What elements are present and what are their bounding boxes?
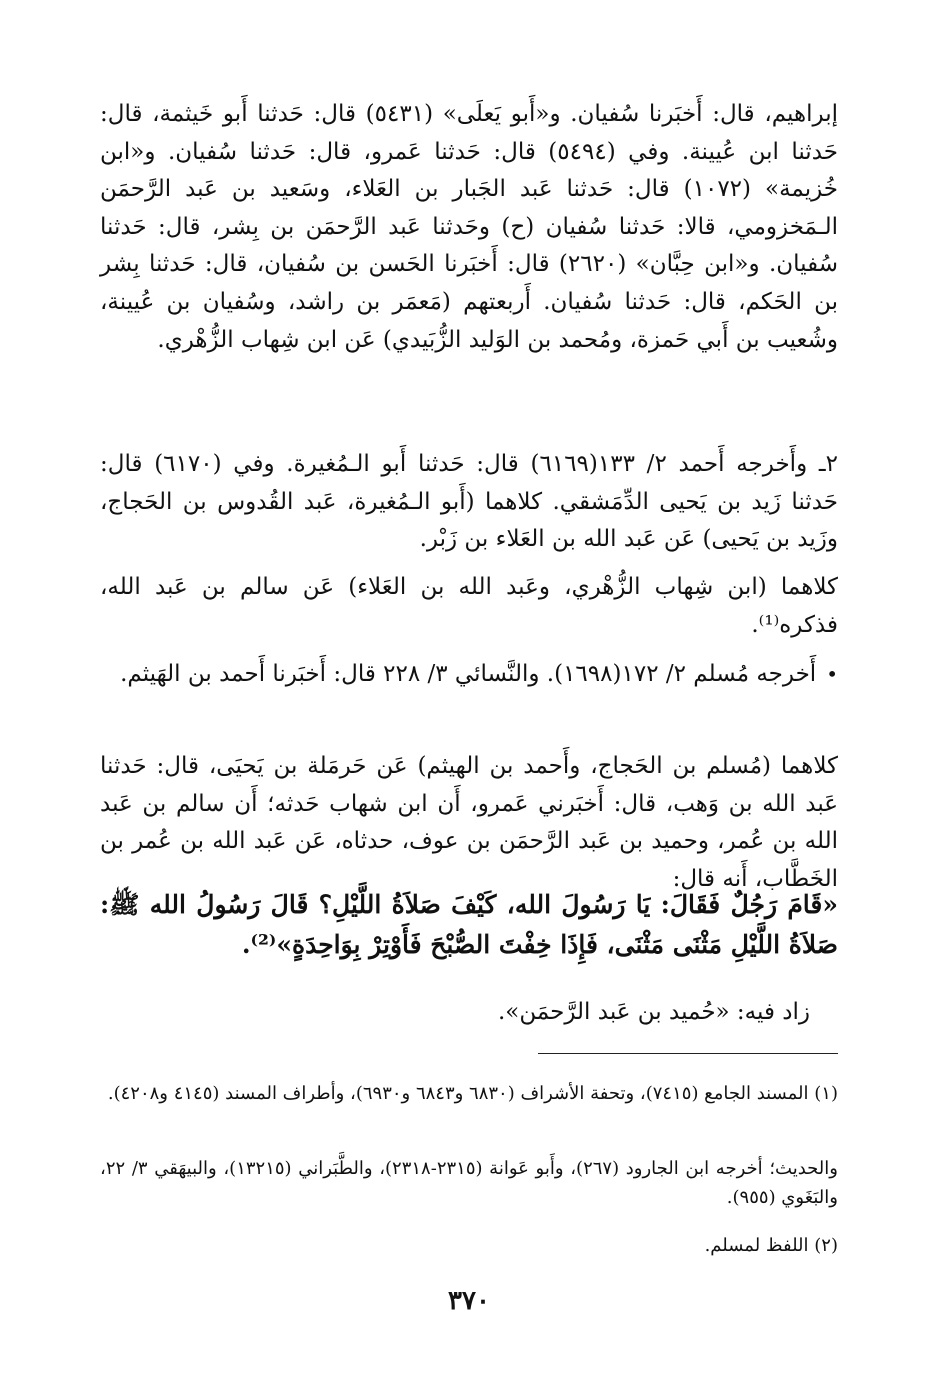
footnote-2: (٢) اللفظ لمسلم. (704, 1235, 838, 1256)
page-number: ٣٧٠ (448, 1286, 490, 1316)
paragraph-3: كلاهما (ابن شِهاب الزُّهْري، وعَبد الله بن العَلاء) عَن سالم بن عَبد الله، فذكره⁽¹⁾. (100, 574, 838, 638)
paragraph-1: إبراهيم، قال: أَخبَرنا سُفيان. و«أَبو يَعلَى» (٥٤٣١) قال: حَدثنا أَبو خَيثمة، قال: حَدثنا ابن عُيينة. وفي (٥٤٩٤) قال: حَدثنا عَمرو، قال: حَدثنا سُفيان. و«ابن خُزيمة» (١٠٧٢) قال: حَدثنا عَبد الجَبار بن العَلاء، وسَعيد بن عَبد الرَّحمَن الـمَخزومي، قالا: حَدثنا سُفيان (ح) وحَدثنا عَبد الرَّحمَن بن بِشر، قال: حَدثنا سُفيان. و«ابن حِبَّان» (٢٦٢٠) قال: أَخبَرنا الحَسن بن سُفيان، قال: حَدثنا بِشر بن الحَكم، قال: حَدثنا سُفيان. أَربعتهم (مَعمَر بن راشد، وسُفيان بن عُيينة، وشُعيب بن أَبي حَمزة، ومُحمد بن الوَليد الزُّبَيدي) عَن ابن شِهاب الزُّهْري. (100, 101, 839, 353)
hadith-text: «قَامَ رَجُلٌ فَقَالَ: يَا رَسُولَ الله، كَيْفَ صَلاَةُ اللَّيْلِ؟ قَالَ رَسُولُ الله ﷺ: صَلاَةُ اللَّيْلِ مَثْنَى مَثْنَى، فَإِذَا خِفْتَ الصُّبْحَ فَأَوْتِرْ بِوَاحِدَةٍ»⁽²⁾. (100, 890, 838, 959)
paragraph-2: ٢ـ وأَخرجه أَحمد ٢/ ١٣٣(٦١٦٩) قال: حَدثنا أَبو الـمُغيرة. وفي (٦١٧٠) قال: حَدثنا زَيد بن يَحيى الدِّمَشقي. كلاهما (أَبو الـمُغيرة، عَبد القُدوس بن الحَجاج، وزَيد بن يَحيى) عَن عَبد الله بن العَلاء بن زَبْر. (100, 451, 839, 552)
paragraph-5: كلاهما (مُسلم بن الحَجاج، وأَحمد بن الهيثم) عَن حَرمَلة بن يَحيَى، قال: حَدثنا عَبد الله بن وَهب، قال: أَخبَرني عَمرو، أَن ابن شهاب حَدثه؛ أَن سالم بن عَبد الله بن عُمر، وحميد بن عَبد الرَّحمَن بن عوف، حدثاه، عَن عَبد الله بن عُمر بن الخَطَّاب، أَنه قال: (100, 753, 838, 892)
paragraph-4 (100, 656, 838, 694)
paragraph-7: زاد فيه: «حُميد بن عَبد الرَّحمَن». (497, 999, 810, 1025)
paragraph-4-text: أَخرجه مُسلم ٢/ ١٧٢(١٦٩٨). والنَّسائي ٣/ ٢٢٨ قال: أَخبَرنا أَحمد بن الهَيثم. (120, 661, 817, 687)
footnote-1: (١) المسند الجامع (٧٤١٥)، وتحفة الأشراف (٦٨٣٠ و٦٨٤٣ و٦٩٣٠)، وأطراف المسند (٤١٤٥ و٤٢٠٨). (107, 1083, 838, 1104)
footnote-divider (538, 1053, 838, 1054)
bullet-marker: • (826, 662, 838, 686)
footnote-1-continued: والحديث؛ أخرجه ابن الجارود (٢٦٧)، وأَبو عَوانة (٢٣١٥-٢٣١٨)، والطَّبَراني (١٣٢١٥)، والبيهَقي ٣/ ٢٢، والبَغَوي (٩٥٥). (100, 1158, 838, 1208)
